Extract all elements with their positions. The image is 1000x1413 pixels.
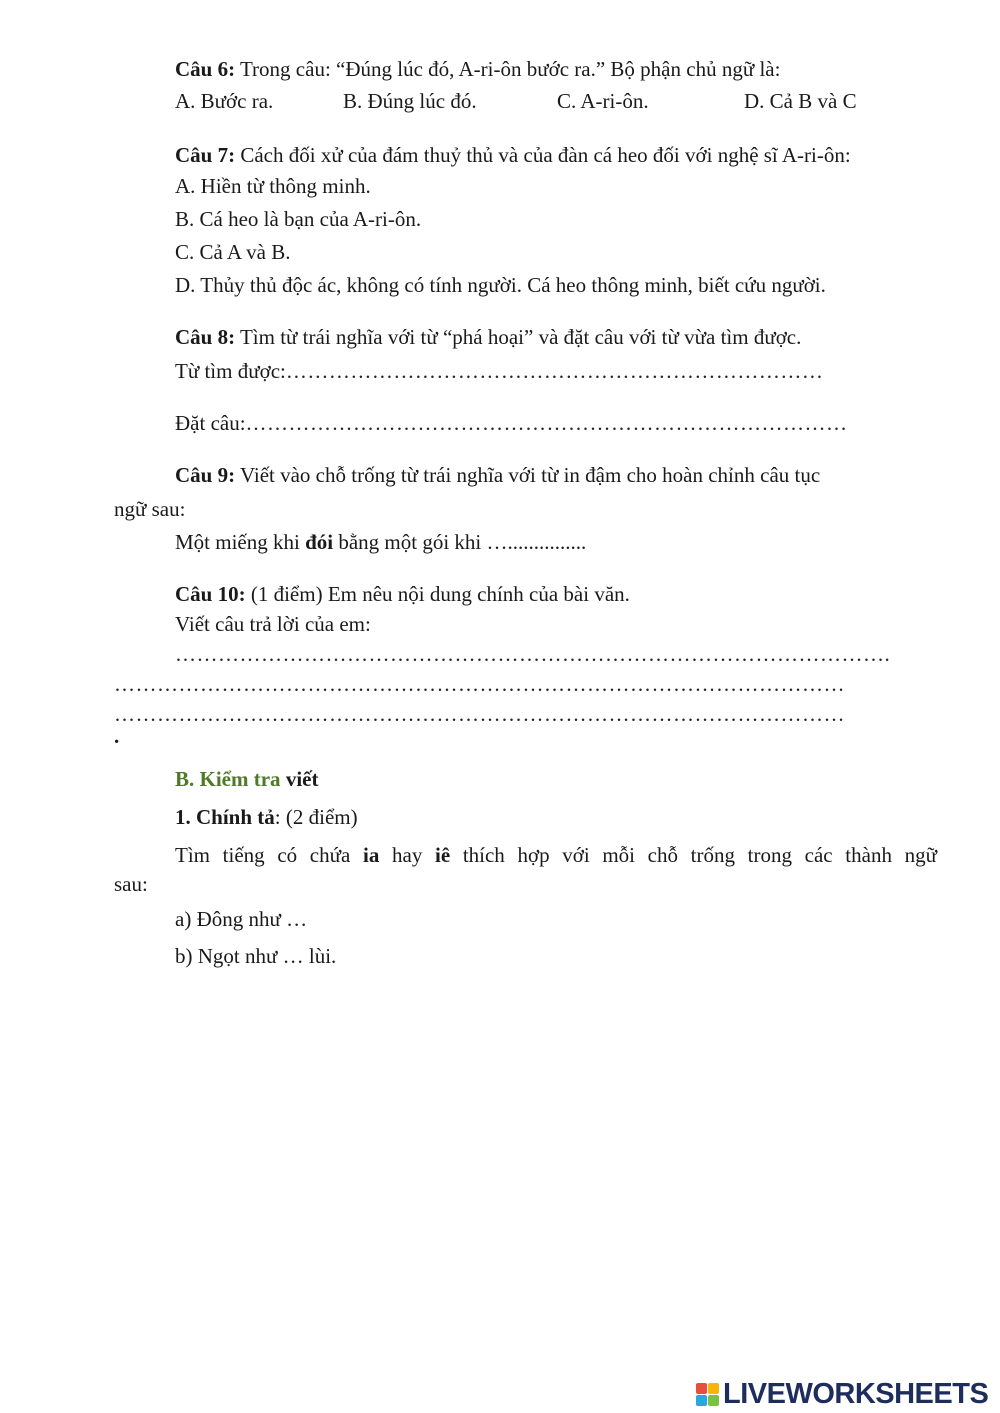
proverb-bold-word: đói [305, 530, 334, 554]
question-7-option-c: C. Cả A và B. [175, 240, 291, 264]
question-6-option-b: B. Đúng lúc đó. [343, 89, 477, 113]
question-7-option-b: B. Cá heo là bạn của A-ri-ôn. [175, 207, 422, 231]
spelling-label: 1. Chính tả [175, 805, 275, 829]
liveworksheets-logo-text: LIVEWORKSHEETS [723, 1377, 989, 1410]
proverb-blank[interactable]: bằng một gói khi …............... [333, 530, 587, 554]
question-7-option-d: D. Thủy thủ độc ác, không có tính người. Cá heo thông minh, biết cứu người. [175, 273, 826, 297]
instruction-part-1: Tìm tiếng có chứa [175, 843, 363, 867]
found-word-label: Từ tìm được: [175, 359, 286, 383]
question-8-label: Câu 8: [175, 325, 236, 349]
sentence-label: Đặt câu: [175, 411, 246, 435]
question-9-text: Viết vào chỗ trống từ trái nghĩa với từ in đậm cho hoàn chỉnh câu tục [235, 463, 821, 487]
answer-line-1[interactable]: ………………………………………………………………………………………. [175, 644, 891, 665]
proverb [175, 532, 586, 553]
question-7-label: Câu 7: [175, 143, 236, 167]
spelling-instruction-continued: sau: [114, 872, 148, 896]
idiom-b[interactable]: b) Ngọt như … lùi. [175, 944, 337, 968]
question-6-option-c: C. A-ri-ôn. [557, 89, 649, 113]
sentence-blank[interactable]: ………………………………………………………………………… [245, 411, 848, 435]
answer-line-3[interactable]: ………………………………………………………………………………………… [114, 704, 845, 725]
spelling-points: : (2 điểm) [274, 805, 358, 829]
found-word-blank[interactable]: ………………………………………………………………… [285, 359, 824, 383]
liveworksheets-logo-icon [696, 1383, 719, 1406]
question-7 [175, 145, 851, 166]
question-10-text: (1 điểm) Em nêu nội dung chính của bài văn. [245, 582, 630, 606]
question-8-text: Tìm từ trái nghĩa với từ “phá hoại” và đặt câu với từ vừa tìm được. [235, 325, 802, 349]
question-7-option-a: A. Hiền từ thông minh. [175, 174, 371, 198]
instruction-part-3: thích hợp với mỗi chỗ trống trong các thành ngữ [450, 843, 937, 867]
answer-line-4: . [114, 724, 120, 748]
question-9-text-continued: ngữ sau: [114, 497, 186, 521]
question-9-label: Câu 9: [175, 463, 236, 487]
question-6-text: Trong câu: “Đúng lúc đó, A-ri-ôn bước ra.” Bộ phận chủ ngữ là: [235, 57, 781, 81]
proverb-start: Một miếng khi [175, 530, 306, 554]
question-8-sentence [175, 413, 848, 434]
spelling-instruction [175, 845, 937, 866]
section-b-title [175, 769, 318, 790]
idiom-a[interactable]: a) Đông như … [175, 907, 308, 931]
instruction-part-2: hay [379, 843, 435, 867]
question-6-option-d: D. Cả B và C [744, 89, 857, 113]
question-6-option-a: A. Bước ra. [175, 89, 274, 113]
instruction-bold-ie: iê [435, 843, 451, 867]
answer-line-2[interactable]: ………………………………………………………………………………………… [114, 674, 845, 695]
spelling-heading [175, 807, 358, 828]
question-9 [175, 465, 820, 486]
question-6-label: Câu 6: [175, 57, 236, 81]
liveworksheets-logo [696, 1377, 988, 1411]
question-7-text: Cách đối xử của đám thuỷ thủ và của đàn cá heo đối với nghệ sĩ A-ri-ôn: [235, 143, 851, 167]
question-10-label: Câu 10: [175, 582, 246, 606]
question-10 [175, 584, 630, 605]
section-b-title-black: viết [280, 767, 319, 791]
answer-prompt: Viết câu trả lời của em: [175, 612, 371, 636]
question-8 [175, 327, 801, 348]
instruction-bold-ia: ia [363, 843, 380, 867]
question-6 [175, 59, 780, 80]
question-8-found-word [175, 361, 823, 382]
section-b-title-green: B. Kiểm tra [175, 767, 281, 791]
